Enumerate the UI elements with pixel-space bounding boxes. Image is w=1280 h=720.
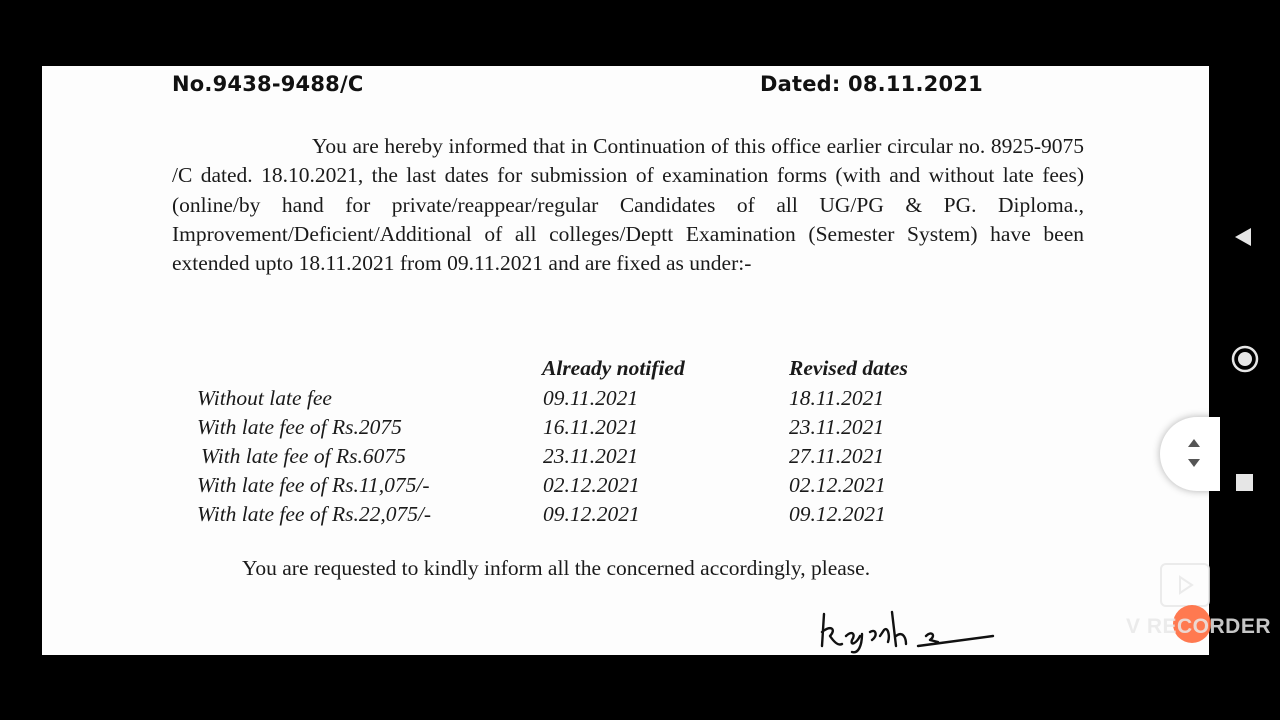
notified-date: 23.11.2021 (543, 444, 639, 468)
document-date: Dated: 08.11.2021 (760, 72, 983, 96)
back-icon[interactable] (1233, 226, 1253, 248)
table-row (42, 473, 1042, 502)
recorder-camera-icon (1160, 563, 1210, 607)
header-already-notified: Already notified (542, 356, 685, 380)
fast-scroll-handle[interactable] (1160, 417, 1220, 491)
document-page (42, 66, 1209, 655)
revised-date: 09.12.2021 (789, 502, 886, 526)
fee-label: Without late fee (197, 386, 332, 410)
scroll-arrows-icon (1160, 417, 1220, 491)
notified-date: 09.12.2021 (543, 502, 640, 526)
body-paragraph (172, 132, 1084, 278)
recents-icon[interactable] (1236, 474, 1253, 491)
signature (818, 606, 998, 655)
notified-date: 16.11.2021 (543, 415, 639, 439)
fee-label: With late fee of Rs.11,075/- (197, 473, 430, 497)
reference-number: No.9438-9488/C (172, 72, 364, 96)
revised-date: 18.11.2021 (789, 386, 885, 410)
table-row (42, 415, 1042, 444)
notified-date: 02.12.2021 (543, 473, 640, 497)
table-row (42, 386, 1042, 415)
notified-date: 09.11.2021 (543, 386, 639, 410)
recorder-watermark: V RECORDER (1126, 615, 1272, 638)
fee-label: With late fee of Rs.6075 (201, 444, 406, 468)
revised-date: 27.11.2021 (789, 444, 885, 468)
revised-date: 23.11.2021 (789, 415, 885, 439)
home-icon[interactable] (1231, 345, 1259, 373)
revised-date: 02.12.2021 (789, 473, 886, 497)
closing-line: You are requested to kindly inform all the concerned accordingly, please. (242, 556, 871, 580)
table-row (42, 502, 1042, 531)
body-paragraph-text: You are hereby informed that in Continuation of this office earlier circular no. 8925-9075 /C dated. 18.10.2021, the last dates for submission of examination forms (with and without late fees) (online/by hand for private/reappear/regular Candidates of all UG/PG & PG. Diploma., Improvement/Deficient/Additional of all colleges/Deptt Examination (Semester System) have been extended upto 18.11.2021 from 09.11.2021 and are fixed as under:- (172, 134, 1084, 276)
table-row (42, 444, 1042, 473)
fee-label: With late fee of Rs.2075 (197, 415, 402, 439)
fee-label: With late fee of Rs.22,075/- (197, 502, 432, 526)
header-revised-dates: Revised dates (789, 356, 908, 380)
